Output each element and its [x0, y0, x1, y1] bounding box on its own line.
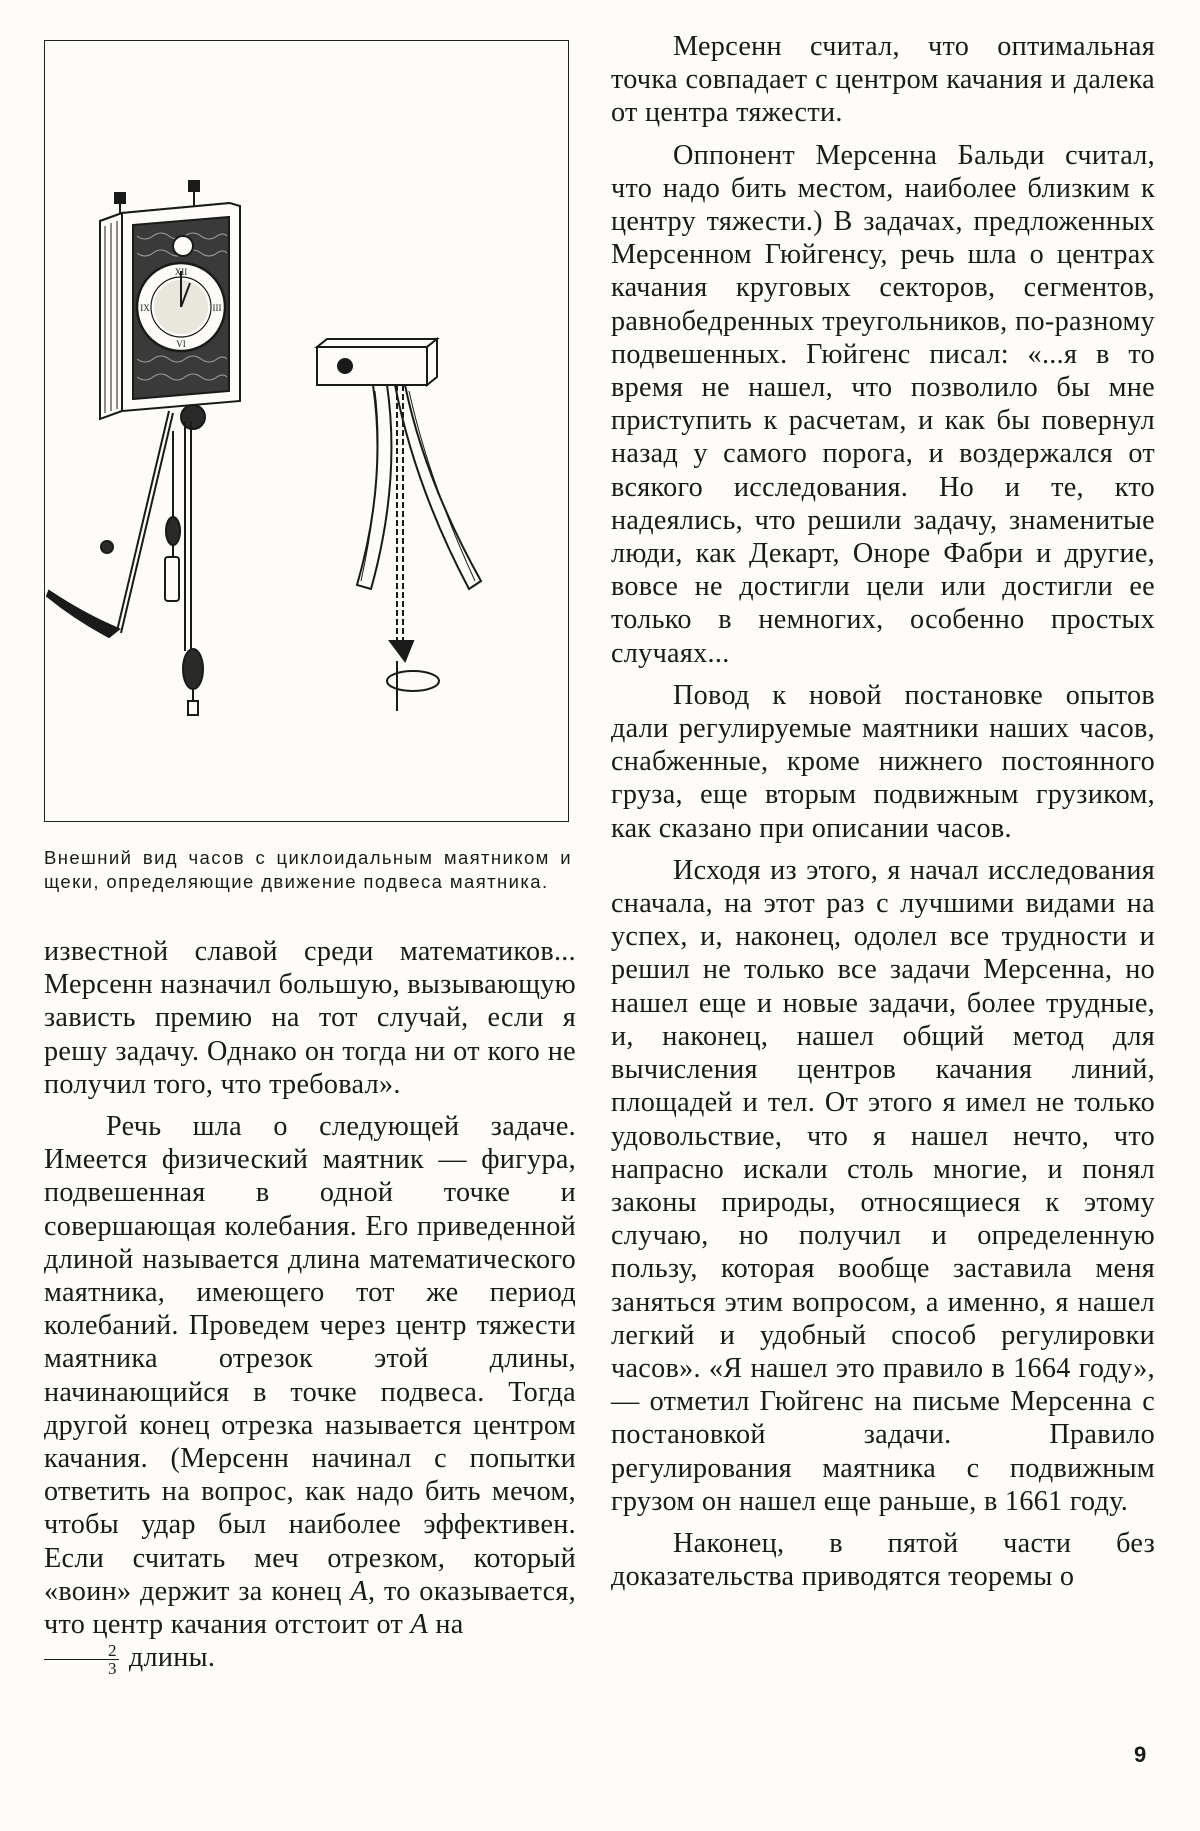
figure-caption: Внешний вид часов с циклоидальным маятником и щеки, определяющие движение подвеса маятника.	[44, 847, 572, 892]
left-paragraph-2-text-d: длины.	[128, 1642, 216, 1674]
clock-numeral-6: VI	[176, 339, 186, 349]
page-number: 9	[1134, 1742, 1147, 1767]
left-paragraph-2	[44, 1110, 576, 1677]
right-paragraph-3: Повод к новой постановке опытов дали регулируемые маятники наших часов, снабженные, кроме нижнего постоянного груза, еще вторым подвижным грузиком, как сказано при описании часов.	[611, 679, 1155, 844]
clock-body	[100, 181, 240, 419]
cycloidal-cheeks	[317, 339, 481, 711]
clock-numeral-3: III	[212, 303, 222, 313]
right-paragraph-4: Исходя из этого, я начал исследования сначала, на этот раз с лучшими видами на успех, и, наконец, одолел все трудности и решил не только все задачи Мерсенна, но нашел еще и новые задачи, более трудные, и, наконец, нашел общий метод для вычисления центров качания линий, площадей и тел. От этого я имел не только удовольствие, что я нашел нечто, что напрасно искали столь многие, и понял законы природы, относящиеся к этому случаю, но получил и определенную пользу, которая вообще заставила меня заняться этим вопросом, а именно, я нашел легкий и удобный способ регулировки часов». «Я нашел это правило в 1664 году», — отметил Гюйгенс на письме Мерсенна с постановкой задачи. Правило регулирования маятника с подвижным грузом он нашел еще раньше, в 1661 году.	[611, 854, 1155, 1517]
clock-numeral-9: IX	[140, 303, 150, 313]
left-paragraph-2-text-c: на	[435, 1609, 464, 1641]
fraction-denominator: 3	[108, 1659, 117, 1679]
fraction-two-thirds	[44, 1642, 119, 1677]
left-column	[44, 935, 576, 1677]
right-column	[611, 30, 1155, 1593]
figure-illustration	[44, 40, 569, 822]
variable-a-2: A	[410, 1609, 428, 1641]
clock-and-cheeks-drawing	[45, 41, 570, 823]
fraction-numerator: 2	[44, 1642, 119, 1660]
left-paragraph-2-text-a: Речь шла о следующей задаче. Имеется физический маятник — фигура, подвешенная в одной точке и совершающая колебания. Его приведенной длиной называется длина математического маятника, имеющего тот же период колебаний. Проведем через центр тяжести маятника отрезок этой длины, начинающийся в точке подвеса. Тогда другой конец отрезка называется центром качания. (Мерсенн начинал с попытки ответить на вопрос, как надо бить мечом, чтобы удар был наиболее эффективен. Если считать меч отрезком, который «воин» держит за конец	[44, 1111, 576, 1607]
left-paragraph-1: известной славой среди математиков... Мерсенн назначил большую, вызывающую зависть премию на тот случай, если я решу задачу. Однако он тогда ни от кого не получил того, что требовал».	[44, 936, 576, 1100]
right-paragraph-2: Оппонент Мерсенна Бальди считал, что надо бить местом, наиболее близким к центру тяжести.) В задачах, предложенных Мерсенном Гюйгенсу, речь шла о центрах качания круговых секторов, сегментов, равнобедренных треугольников, по-разному подвешенных. Гюйгенс писал: «...я в то время не нашел, что позволило бы мне приступить к расчетам, и как бы повернул назад у самого порога, и воздержался от всякого исследования. Но и те, кто надеялись, что решили задачу, знаменитые люди, как Декарт, Оноре Фабри и другие, вовсе не достигли цели или достигли ее только в немногих, особенно простых случаях...	[611, 139, 1155, 669]
clock-numeral-12: XII	[174, 267, 188, 277]
variable-a-1: A	[350, 1575, 368, 1607]
right-paragraph-1: Мерсенн считал, что оптимальная точка совпадает с центром качания и далека от центра тяжести.	[611, 31, 1155, 129]
left-paragraph-2-text-b: , то оказывается, что центр качания отстоит от	[44, 1575, 576, 1641]
pendulum	[47, 405, 205, 715]
right-paragraph-5: Наконец, в пятой части без доказательства приводятся теоремы о	[611, 1527, 1155, 1593]
